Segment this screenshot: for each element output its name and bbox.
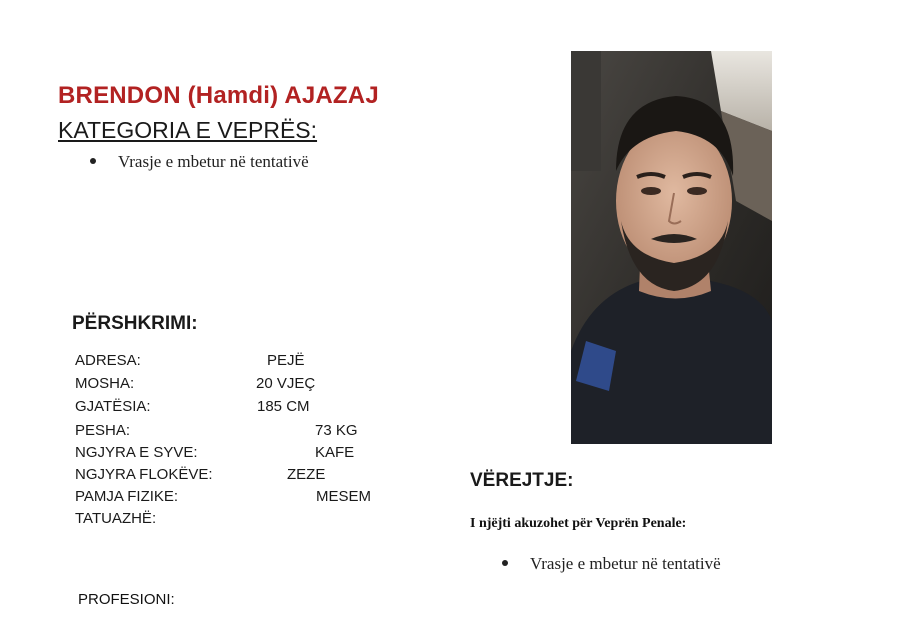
description-row-eye-color (75, 442, 415, 464)
row-label: GJATËSIA: (75, 398, 151, 415)
category-heading: KATEGORIA E VEPRËS: (58, 117, 318, 143)
remarks-item-text: Vrasje e mbetur në tentativë (530, 554, 721, 573)
row-value: 73 KG (315, 422, 358, 439)
row-label: NGJYRA FLOKËVE: (75, 466, 213, 483)
description-row-height (75, 396, 415, 418)
profession-label: PROFESIONI: (78, 591, 175, 608)
accused-line: I njëjti akuzohet për Veprën Penale: (470, 516, 687, 531)
person-name: BRENDON (Hamdi) AJAZAJ (58, 82, 379, 109)
description-row-address (75, 350, 415, 372)
description-table (75, 350, 415, 535)
row-label: MOSHA: (75, 375, 135, 392)
description-row-age (75, 373, 415, 395)
category-item-text: Vrasje e mbetur në tentativë (118, 152, 309, 171)
row-value: KAFE (315, 444, 355, 461)
row-value: 20 VJEÇ (256, 375, 316, 392)
bullet-icon (502, 560, 508, 566)
row-value: 185 CM (257, 398, 310, 415)
bullet-icon (90, 158, 96, 164)
description-row-weight (75, 420, 415, 442)
category-list-item (90, 152, 309, 172)
description-row-physique (75, 486, 415, 508)
description-row-hair-color (75, 464, 415, 486)
row-value: PEJË (267, 352, 305, 369)
row-value: ZEZE (287, 466, 326, 483)
description-row-tattoos (75, 508, 415, 530)
portrait-illustration (571, 51, 772, 444)
row-label: PESHA: (75, 422, 131, 439)
row-value: MESEM (316, 488, 372, 505)
suspect-photo (571, 51, 772, 444)
remarks-list-item (502, 554, 721, 574)
description-heading: PËRSHKRIMI: (72, 313, 198, 334)
row-label: ADRESA: (75, 352, 141, 369)
row-label: NGJYRA E SYVE: (75, 444, 198, 461)
row-label: PAMJA FIZIKE: (75, 488, 179, 505)
remarks-heading: VËREJTJE: (470, 470, 574, 491)
row-label: TATUAZHË: (75, 510, 157, 527)
